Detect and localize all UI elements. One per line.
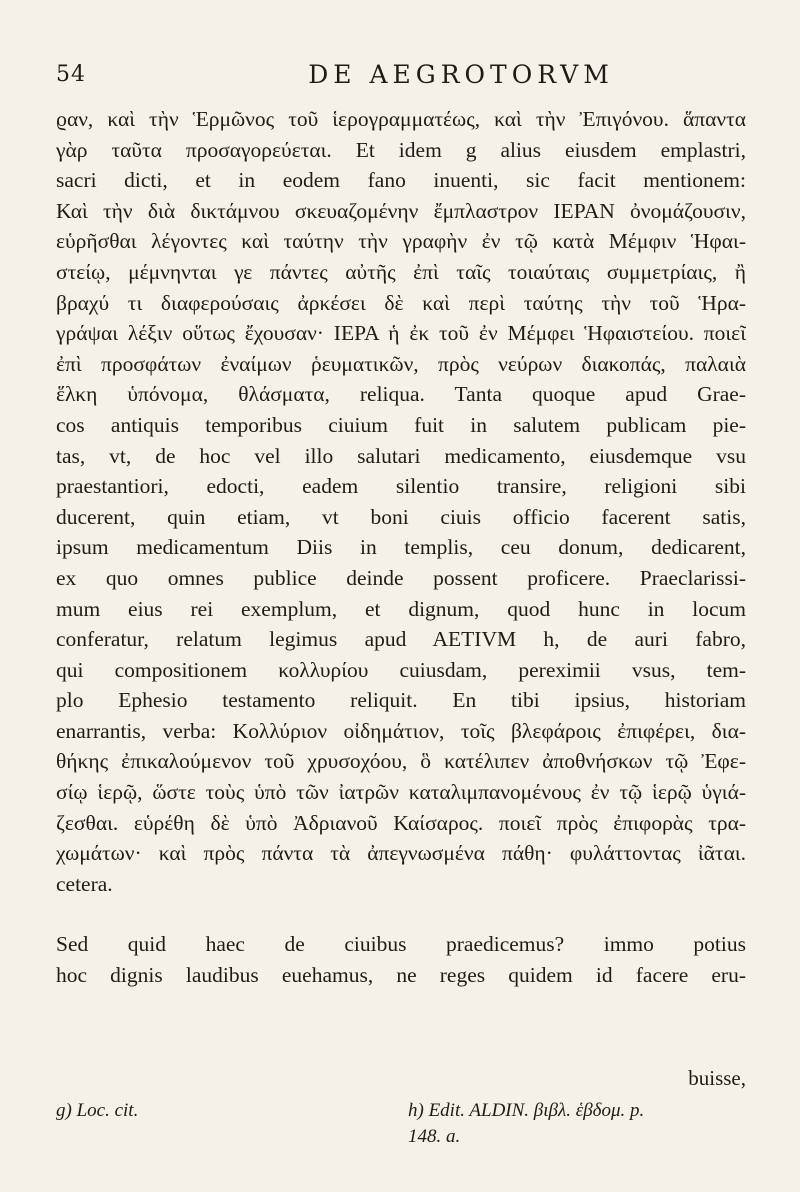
text-line: ἕλκη ὑπόνομα, θλάσματα, reliqua. Tanta quoque apud Grae- [56,382,746,407]
text-line: sacri dicti, et in eodem fano inuenti, sic facit mentionem: [56,168,746,193]
text-line: βραχύ τι διαφερούσαις ἀρκέσει δὲ καὶ περὶ ταύτης τὴν τοῦ Ἡρα- [56,290,746,315]
text-line: ex quo omnes publice deinde possent proficere. Praeclarissi- [56,565,746,590]
text-line: γράψαι λέξιν οὕτως ἔχουσαν· ΙΕΡΑ ἡ ἐκ τοῦ ἐν Μέμφει Ἡφαιστείου. ποιεῖ [56,321,746,346]
text-line: mum eius rei exemplum, et dignum, quod hunc in locum [56,596,746,621]
text-line: ἐπὶ προσφάτων ἐναίμων ῥευματικῶν, πρὸς νεύρων διακοπάς, παλαιὰ [56,351,746,376]
text-line: praestantiori, edocti, eadem silentio transire, religioni sibi [56,474,746,499]
text-line: εὑρῆσθαι λέγοντες καὶ ταύτην τὴν γραφὴν ἐν τῷ κατὰ Μέμφιν Ἡφαι- [56,229,746,254]
footnote-h-continued: 148. a. [408,1126,461,1147]
text-line: γὰρ ταῦτα προσαγορεύεται. Et idem g alius eiusdem emplastri, [56,137,746,162]
text-line: χωμάτων· καὶ πρὸς πάντα τὰ ἀπεγνωσμένα πάθη· φυλάττοντας ἰᾶται. [56,841,746,866]
text-line: Καὶ τὴν διὰ δικτάμνου σκευαζομένην ἔμπλαστρον ΙΕΡΑΝ ὀνομάζουσιν, [56,198,746,223]
text-line: cetera. [56,871,113,896]
text-line: θήκης ἐπικαλούμενον τοῦ χρυσοχόου, ὃ κατέλιπεν ἀποθνήσκων τῷ Ἐφε- [56,749,746,774]
text-line: enarrantis, verba: Κολλύριον οἰδημάτιον, τοῖς βλεφάροις ἐπιφέρει, δια- [56,718,746,743]
running-head: DE AEGROTORVM [308,60,614,89]
text-line: ipsum medicamentum Diis in templis, ceu donum, dedicarent, [56,535,746,560]
text-line: στείῳ, μέμνηνται γε πάντες αὐτῆς ἐπὶ ταῖς τοιαύταις συμμετρίαις, ἢ [56,259,746,284]
text-line: qui compositionem κολλυρίου cuiusdam, pereximii vsus, tem- [56,657,746,682]
text-line: ducerent, quin etiam, vt boni ciuis officio facerent satis, [56,504,746,529]
page-header [56,52,746,92]
footnotes [56,1098,746,1150]
footnote-h: h) Edit. ALDIN. βιβλ. ἑβδομ. p. [408,1100,645,1121]
text-line: ϱαν, καὶ τὴν Ἑρμῶνος τοῦ ἱερογραμματέως, καὶ τὴν Ἐπιγόνου. ἅπαντα [56,107,746,131]
text-line: plo Ephesio testamento reliquit. En tibi ipsius, historiam [56,688,746,713]
footnote-g: g) Loc. cit. [56,1100,139,1121]
text-line: conferatur, relatum legimus apud AETIVM h, de auri fabro, [56,627,746,652]
text-line: ζεσθαι. εὑρέθη δὲ ὑπὸ Ἀδριανοῦ Καίσαρος. ποιεῖ πρὸς ἐπιφορὰς τρα- [56,810,746,835]
body-text [56,104,746,991]
text-line: Sed quid haec de ciuibus praedicemus? immo potius [56,932,746,957]
text-line: cos antiquis temporibus ciuium fuit in salutem publicam pie- [56,412,746,437]
text-line: tas, vt, de hoc vel illo salutari medicamento, eiusdemque vsu [56,443,746,468]
page-number: 54 [56,62,86,87]
text-line: σίῳ ἱερῷ, ὥστε τοὺς ὑπὸ τῶν ἰατρῶν καταλιμπανομένους ἐν τῷ ἱερῷ ὑγιά- [56,780,746,805]
text-line: hoc dignis laudibus euehamus, ne reges quidem id facere eru- [56,963,746,988]
catchword: buisse, [688,1066,746,1090]
